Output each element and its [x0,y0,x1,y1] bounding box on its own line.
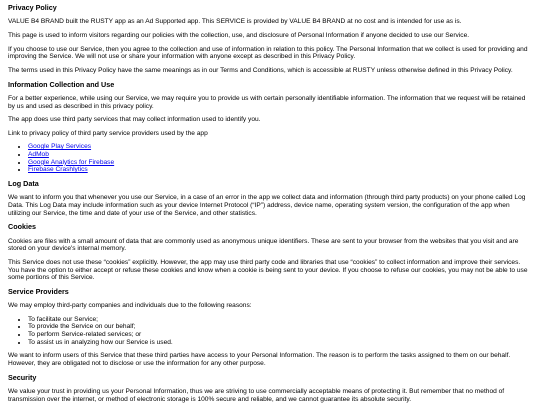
paragraph: The app does use third party services that may collect information used to identify you. [8,116,261,124]
paragraph: This page is used to inform visitors regarding our policies with the collection, use, and disclosure of Personal Information if anyone decided to use our Service. [8,31,470,39]
third-party-links-list [8,143,532,174]
paragraph: We value your trust in providing us your Personal Information, thus we are striving to use commercially acceptable means of protecting it. But remember that no method of transmission over the internet, or method of electronic storage is 100% secure and reliable, and we cannot guarantee its absolute security. [8,388,505,403]
section-3 [8,223,532,282]
list-item [28,143,532,151]
third-party-link[interactable]: Google Analytics for Firebase [28,158,115,166]
paragraph: The terms used in this Privacy Policy have the same meanings as in our Terms and Conditions, which is accessible at RUSTY unless otherwise defined in this Privacy Policy. [8,66,513,74]
paragraph: If you choose to use our Service, then you agree to the collection and use of information in relation to this policy. The Personal Information that we collect is used for providing and improving the Service. We will not use or share your information with anyone except as described in this Privacy Policy. [8,45,528,61]
paragraph: Link to privacy policy of third party service providers used by the app [8,129,208,137]
section-heading: Service Providers [8,286,69,296]
list-item: • To provide the Service on our behalf; [28,323,532,331]
list-item [28,166,532,174]
third-party-link[interactable]: Google Play Services [28,143,92,151]
paragraph: Cookies are files with a small amount of data that are commonly used as anonymous unique identifiers. These are sent to your browser from the websites that you visit and are stored on your device's internal memory. [8,237,519,253]
list-item [28,159,532,167]
section-0 [8,4,532,75]
third-party-link[interactable]: AdMob [28,151,49,159]
list-item [28,151,532,159]
section-heading: Cookies [8,222,36,232]
list-item: • To perform Service-related services; or [28,331,532,339]
paragraph: We may employ third-party companies and individuals due to the following reasons: [8,302,252,310]
paragraph: This Service does not use these “cookies” explicitly. However, the app may use third party code and libraries that use “cookies” to collect information and improve their services. You have the option to either accept or refuse these cookies and know when a cookie is being sent to your device. If you choose to refuse our cookies, you may not be able to use some portions of this Service. [8,258,528,282]
paragraph: We want to inform you that whenever you use our Service, in a case of an error in the app we collect data and information (through third party products) on your phone called Log Data. This Log Data may include information such as your device Internet Protocol (“IP”) address, device name, operating system version, the configuration of the app when utilizing our Service, the time and date of your use of the Service, and other statistics. [8,194,526,217]
list-item: • To facilitate our Service; [28,316,532,324]
third-party-link[interactable]: Firebase Crashlytics [28,166,88,174]
section-4 [8,288,532,368]
section-heading: Information Collection and Use [8,79,115,89]
section-2 [8,180,532,217]
section-heading: Log Data [8,179,39,189]
bullet-list [8,316,532,347]
section-heading: Security [8,372,37,382]
paragraph: We want to inform users of this Service that these third parties have access to your Personal Information. The reason is to perform the tasks assigned to them on our behalf. However, they are obligated not to disclose or use the information for any other purpose. [8,352,511,368]
section-1 [8,81,532,174]
section-5 [8,374,532,404]
paragraph: VALUE B4 BRAND built the RUSTY app as an Ad Supported app. This SERVICE is provided by VALUE B4 BRAND at no cost and is intended for use as is. [8,18,462,26]
section-heading: Privacy Policy [8,3,57,12]
list-item: • To assist us in analyzing how our Service is used. [28,339,532,347]
paragraph: For a better experience, while using our Service, we may require you to provide us with certain personally identifiable information. The information that we request will be retained by us and used as described in this privacy policy. [8,94,526,110]
